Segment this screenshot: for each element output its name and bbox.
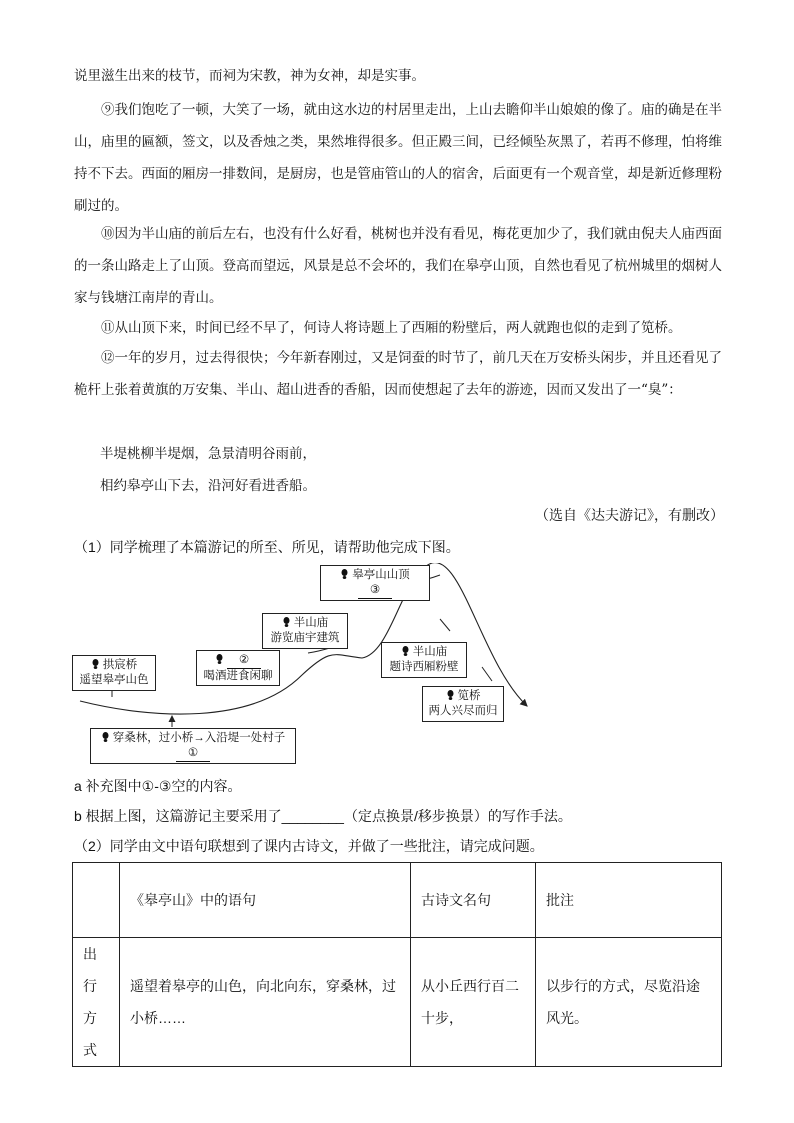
box-start-route: [90, 728, 296, 764]
poem-line-2: 相约皋亭山下去，沿河好看进香船。: [100, 478, 316, 494]
question-1-prompt: （1）同学梳理了本篇游记的所至、所见，请帮助他完成下图。: [74, 539, 460, 555]
footprint-icon: [446, 690, 455, 700]
header-cell-empty: [73, 863, 120, 938]
footprint-icon: [340, 569, 349, 579]
table-header-row: [73, 863, 722, 938]
blank-3[interactable]: ③: [358, 583, 392, 599]
box-drink: [196, 650, 280, 686]
temple2-activity: 题诗西厢粉壁: [389, 661, 459, 673]
footprint-icon: [282, 617, 291, 627]
paragraph-9: ⑨我们饱吃了一顿，大笑了一场，就由这水边的村居里走出，上山去瞻仰半山娘娘的像了。庙的确是在半山，庙里的匾额，签文，以及香烛之类，果然堆得很多。但正殿三间，已经倾坠灰黑了，若再不修理，怕将维持不下去。西面的厢房一排数间，是厨房，也是管庙管山的人的宿舍，后面更有一个观音堂，却是新近修理粉刷过的。: [74, 102, 722, 214]
row-sentence: 遥望着皋亭的山色，向北向东，穿桑林，过小桥……: [120, 938, 411, 1067]
gongchen-activity: 遥望皋亭山色: [79, 674, 149, 686]
route-diagram: [72, 563, 542, 768]
annotation-table: [72, 862, 722, 1067]
box-temple-visit: [262, 613, 348, 649]
temple2-label: 半山庙: [412, 646, 448, 658]
header-cell-sentence: 《皋亭山》中的语句: [120, 863, 411, 938]
poem-line-1: 半堤桃柳半堤烟，急景清明谷雨前，: [100, 446, 316, 462]
footprint-icon: [215, 654, 224, 664]
header-cell-note: 批注: [536, 863, 722, 938]
temple-activity: 游览庙宇建筑: [270, 632, 340, 644]
jianqiao-activity: 两人兴尽而归: [428, 705, 498, 717]
box-gongchen: [72, 655, 156, 691]
paragraph-10: ⑩因为半山庙的前后左右，也没有什么好看，桃树也并没有看见，梅花更加少了，我们就由倪夫人庙西面的一条山路走上了山顶。登高而望远，风景是总不会坏的，我们在皋亭山顶，自然也看见了杭州城里的烟树人家与钱塘江南岸的青山。: [74, 226, 722, 306]
source-citation: （选自《达夫游记》，有删改）: [535, 507, 724, 523]
footprint-icon: [401, 646, 410, 656]
paragraph-0: 说里滋生出来的枝节，而祠为宋教，神为女神，却是实事。: [74, 68, 425, 84]
row-note: 以步行的方式，尽览沿途风光。: [536, 938, 722, 1067]
question-2-prompt: （2）同学由文中语句联想到了课内古诗文，并做了一些批注，请完成问题。: [74, 838, 544, 854]
gongchen-label: 拱宸桥: [102, 659, 138, 671]
blank-2[interactable]: ②: [227, 653, 261, 669]
jianqiao-label: 笕桥: [457, 690, 481, 702]
box-summit: [320, 565, 430, 601]
row-label: 出行方式: [73, 938, 120, 1067]
footprint-icon: [101, 732, 110, 742]
footprint-icon: [91, 659, 100, 669]
paragraph-11: ⑪从山顶下来，时间已经不早了，何诗人将诗题上了西厢的粉壁后，两人就跑也似的走到了笕桥。: [101, 320, 682, 336]
row-classic: 从小丘西行百二十步，: [411, 938, 536, 1067]
box-temple-poem: [381, 642, 467, 678]
start-route-text: 穿桑林，过小桥→入沿堤一处村子: [112, 732, 286, 744]
table-row: [73, 938, 722, 1067]
box-jianqiao: [422, 686, 504, 722]
drink-activity: 喝酒进食闲聊: [203, 670, 273, 682]
temple-label: 半山庙: [293, 617, 329, 629]
paragraph-12: ⑫一年的岁月，过去得很快；今年新春刚过，又是饲蚕的时节了，前几天在万安桥头闲步，并且还看见了桅杆上张着黄旗的万安集、半山、超山进香的香船，因而使想起了去年的游迹，因而又发出了一“臭”：: [74, 350, 722, 398]
question-1a: a 补充图中①-③空的内容。: [74, 778, 242, 794]
header-cell-classic: 古诗文名句: [411, 863, 536, 938]
blank-1[interactable]: ①: [176, 746, 210, 762]
question-1b: b 根据上图，这篇游记主要采用了________（定点换景/移步换景）的写作手法。: [74, 808, 572, 824]
summit-label: 皋亭山山顶: [352, 569, 410, 581]
